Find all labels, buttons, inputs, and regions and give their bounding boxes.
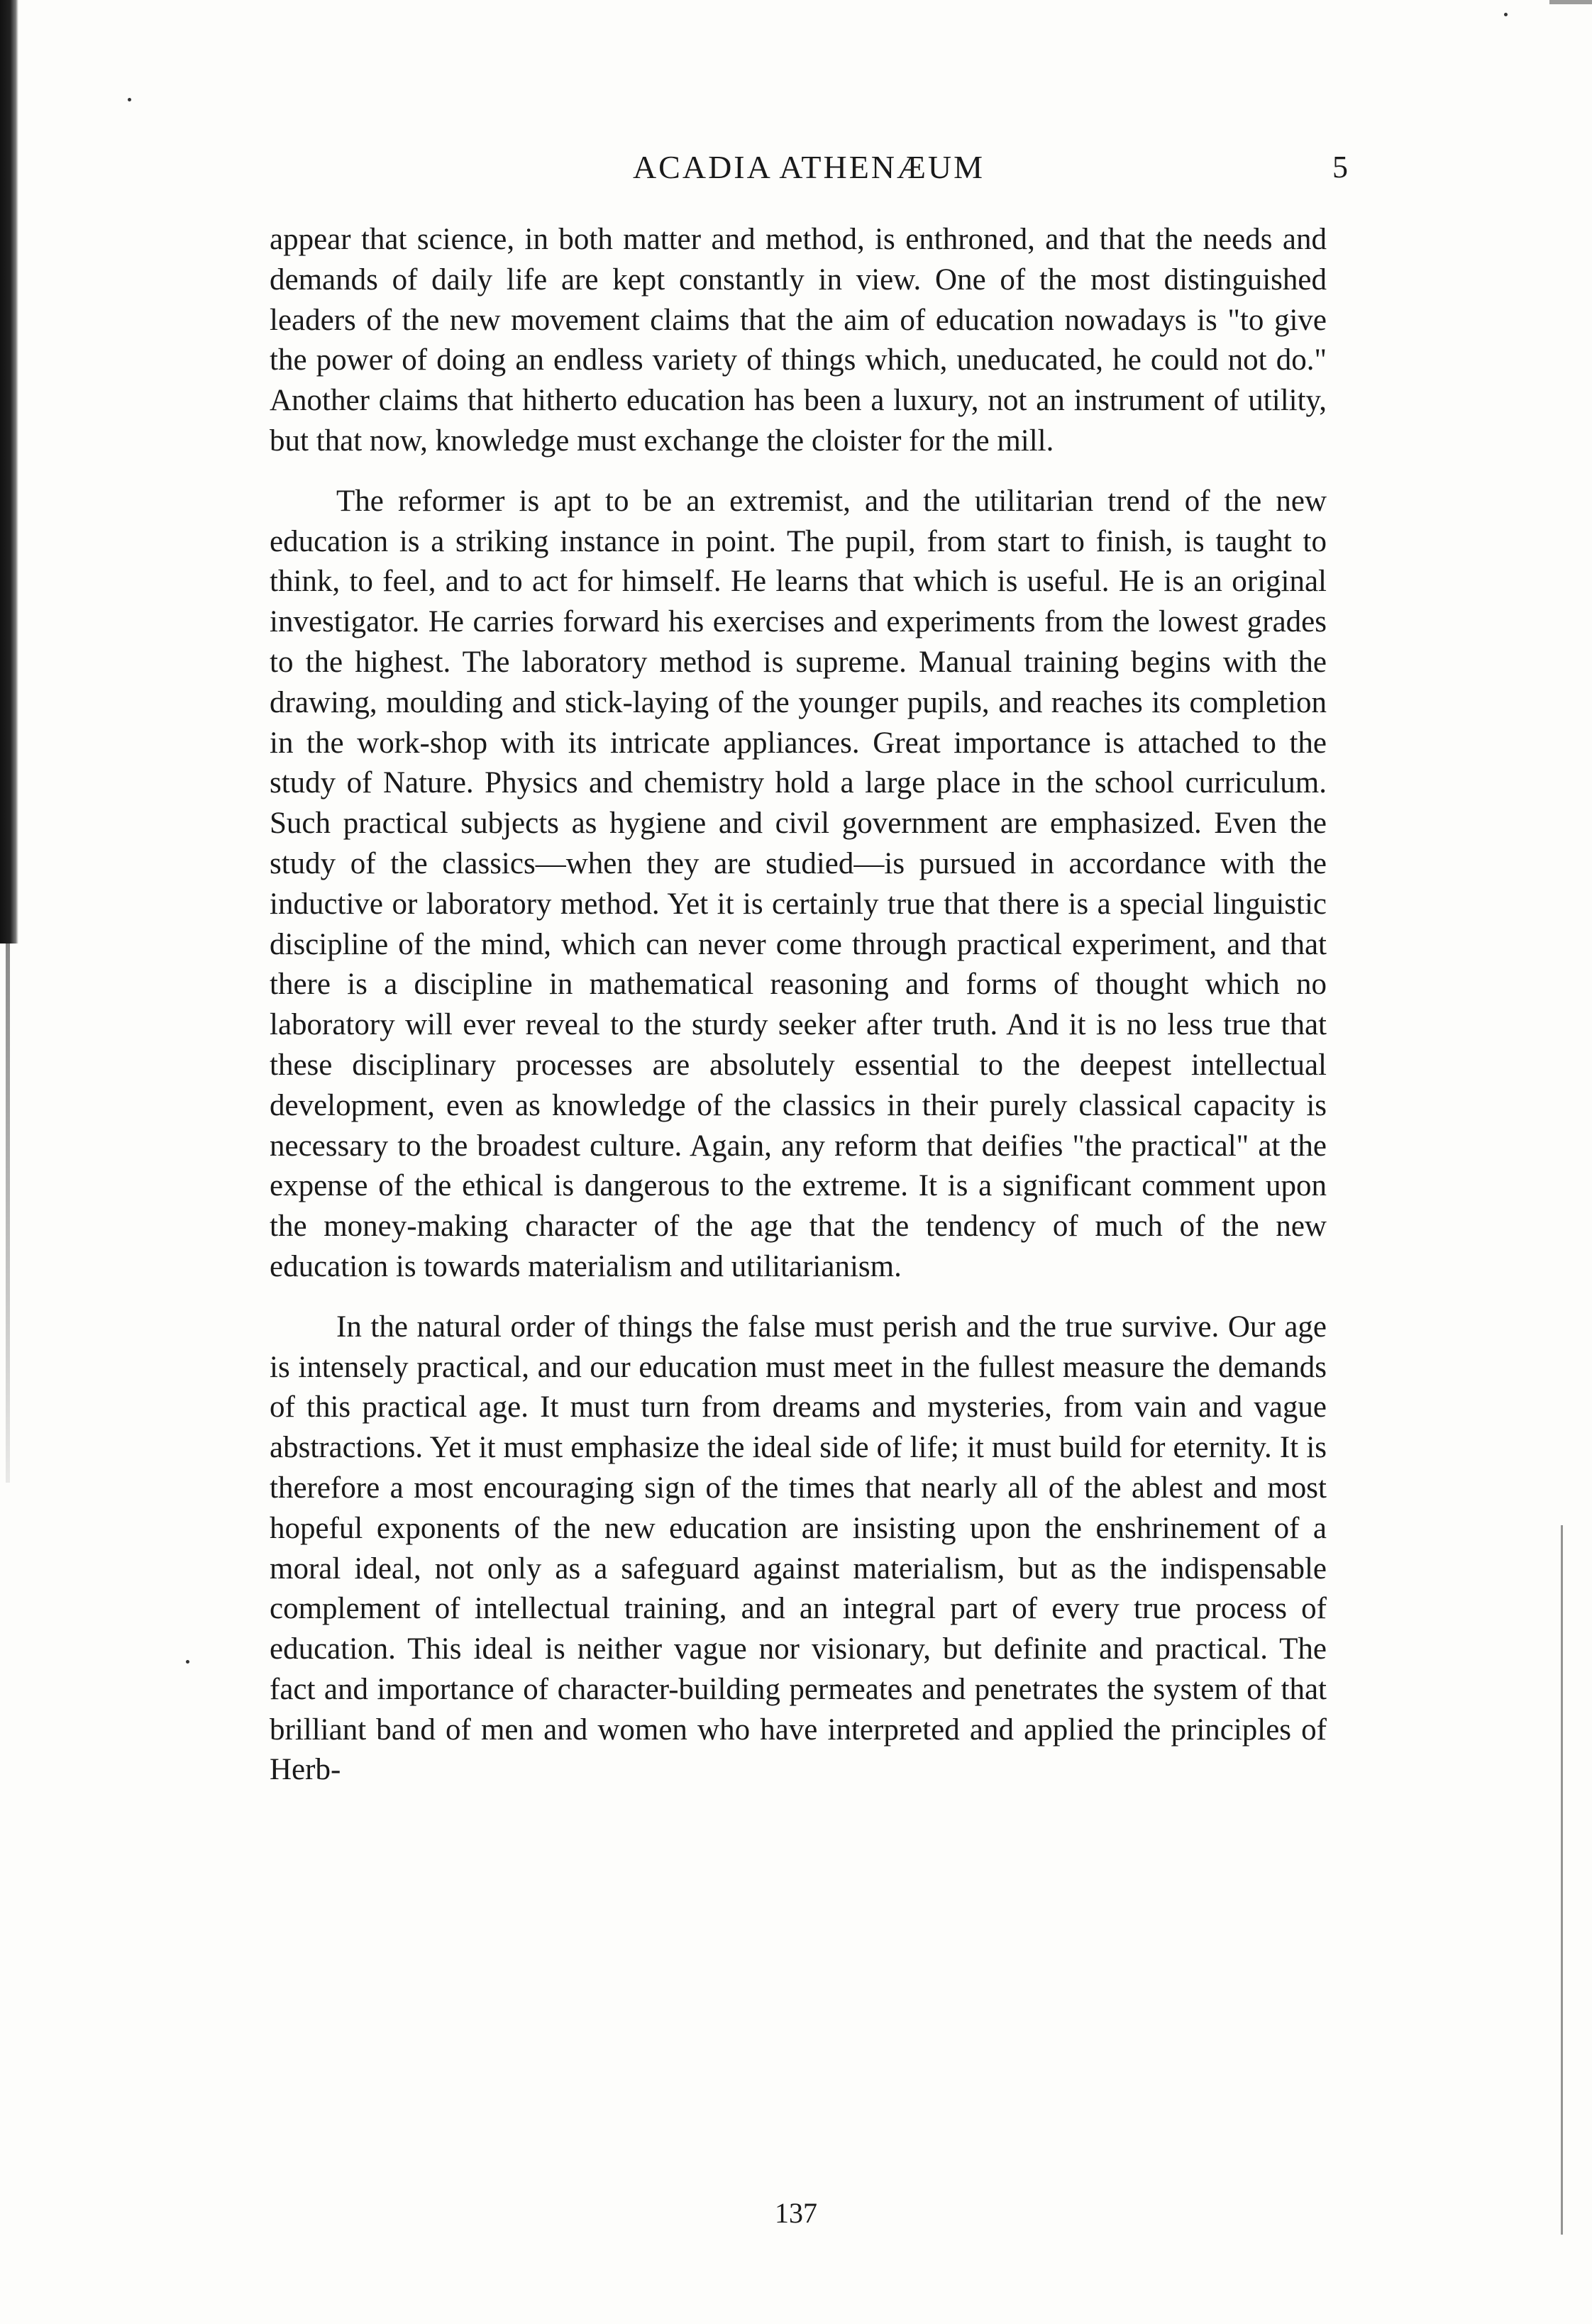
running-header	[270, 139, 1348, 196]
paragraph: In the natural order of things the false must perish and the true survive. Our age is intensely practical, and our education must meet in the fullest measure the demands of this practical age. It must turn from dreams and mysteries, from vain and vague abstractions. Yet it must emphasize the ideal side of life; it must build for eternity. It is therefore a most encouraging sign of the times that nearly all of the ablest and most hopeful exponents of the new education are insisting upon the enshrinement of a moral ideal, not only as a safeguard against materialism, but as the indispensable complement of intellectual training, and an integral part of every true process of education. This ideal is neither vague nor visionary, but definite and practical. The fact and importance of character-building permeates and penetrates the system of that brilliant band of men and women who have interpreted and applied the principles of Herb-	[270, 1310, 1327, 1787]
corner-scan-mark	[1549, 0, 1592, 4]
binding-edge-shadow-lower	[6, 944, 10, 1483]
article-body	[270, 220, 1327, 1810]
binding-edge-shadow	[0, 0, 18, 944]
scan-speck	[128, 98, 131, 101]
scan-speck	[1504, 13, 1508, 16]
header-page-number: 5	[1332, 150, 1348, 184]
paragraph: The reformer is apt to be an extremist, and the utilitarian trend of the new education is a striking instance in point. The pupil, from start to finish, is taught to think, to feel, and to act for himself. He learns that which is useful. He is an original investigator. He carries forward his exercises and experiments from the lowest grades to the highest. The laboratory method is supreme. Manual training begins with the drawing, moulding and stick-laying of the younger pupils, and reaches its completion in the work-shop with its intricate appliances. Great importance is attached to the study of Nature. Physics and chemistry hold a large place in the school curriculum. Such practical subjects as hygiene and civil government are emphasized. Even the study of the classics—when they are studied—is pursued in accordance with the inductive or laboratory method. Yet it is certainly true that there is a special linguistic discipline of the mind, which can never come through practical experiment, and that there is a discipline in mathematical reasoning and forms of thought which no laboratory will ever reveal to the sturdy seeker after truth. And it is no less true that these disciplinary processes are absolutely essential to the deepest intellectual development, even as knowledge of the classics in their purely classical capacity is necessary to the broadest culture. Again, any reform that deifies "the practical" at the expense of the ethical is dangerous to the extreme. It is a significant comment upon the money-making character of the age that the tendency of much of the new education is towards materialism and utilitarianism.	[270, 484, 1327, 1283]
footer-page-number: 137	[775, 2197, 817, 2229]
running-title: ACADIA ATHENÆUM	[632, 149, 985, 185]
margin-rule-mark	[1561, 1525, 1563, 2235]
scan-speck	[186, 1660, 189, 1664]
paragraph: appear that science, in both matter and method, is enthroned, and that the needs and demands of daily life are kept constantly in view. One of the most distinguished leaders of the new movement claims that the aim of education nowadays is "to give the power of doing an endless variety of things which, uneducated, he could not do." Another claims that hitherto education has been a luxury, not an instrument of utility, but that now, knowledge must exchange the cloister for the mill.	[270, 223, 1327, 458]
